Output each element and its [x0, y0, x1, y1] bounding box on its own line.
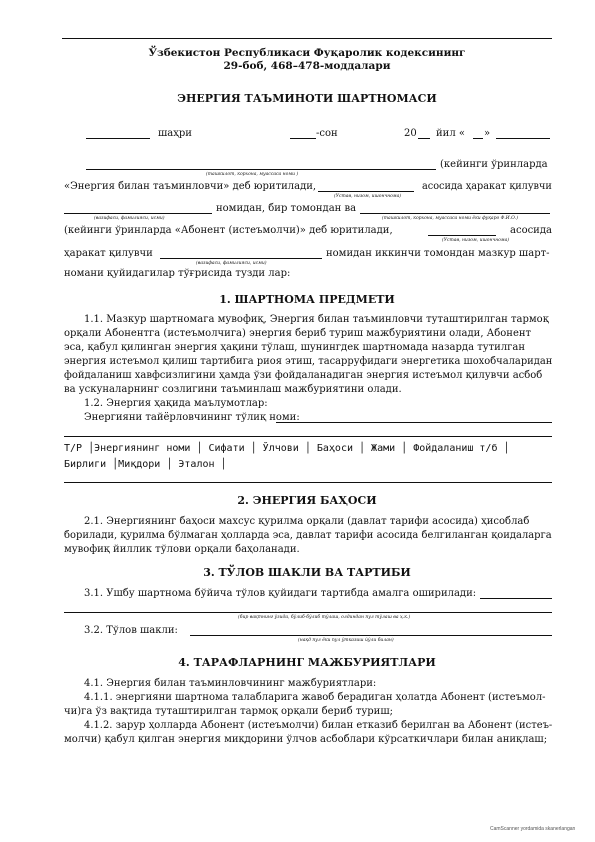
parties-row5-suffix: номидан иккинчи томондан мазкур шарт- [326, 248, 550, 259]
section-1-line-3: эса, қабул қилинган энергия ҳақини тўлаш, шунингдек шартномада назарда тутилган [64, 342, 526, 353]
basis-blank-2[interactable] [428, 235, 496, 236]
parties-row4-suffix: асосида [510, 225, 552, 236]
position-blank-2[interactable] [160, 258, 322, 259]
basis-blank-1[interactable] [318, 191, 414, 192]
parties-row4-prefix: (кейинги ўринларда «Абонент (истеъмолчи)» деб юритилади, [64, 225, 393, 236]
header-line-2: 29-боб, 468–478-моддалари [223, 60, 391, 72]
section-4-line-3: чи)га ўз вақтида туташтирилган тармоқ орқали бериб туриш; [64, 706, 394, 717]
section-1-heading: 1. ШАРТНОМА ПРЕДМЕТИ [219, 293, 395, 306]
parties-row2-suffix: асосида ҳаракат қилувчи [422, 181, 552, 192]
scanner-watermark: CamScanner yordamida skanerlangan [490, 826, 576, 832]
organization-blank-2[interactable] [360, 213, 550, 214]
section-3-hint-1: (бир вақтнинг ўзида, бўлиб-бўлиб тўлаш, олдиндан пул тўлаш ва ҳ.к.) [238, 615, 411, 620]
section-2-line-1: 2.1. Энергиянинг баҳоси махсус қурилма орқали (давлат тарифи асосида) ҳисоблаб [84, 516, 530, 527]
parties-hint-1: (ташкилот, корхона, муассаса номи ) [206, 172, 299, 177]
section-3-item-2: 3.2. Тўлов шакли: [84, 625, 178, 636]
day-blank[interactable] [473, 138, 483, 139]
parties-hint-3b: (ташкилот, корхона, муассаса номи ёки фуқаро Ф.И.О.) [382, 216, 519, 221]
section-4-line-1: 4.1. Энергия билан таъминловчининг мажбуриятлари: [84, 678, 377, 689]
top-rule [62, 38, 552, 39]
section-3-item-1: 3.1. Ушбу шартнома бўйича тўлов қуйидаги тартибда амалга оширилади: [84, 588, 477, 599]
section-2-line-2: борилади, қурилма бўлмаган ҳолларда эса, давлат тарифи асосида белгиланган қоидаларга [64, 530, 552, 541]
section-3-heading: 3. ТЎЛОВ ШАКЛИ ВА ТАРТИБИ [203, 566, 411, 579]
parties-row1-suffix: (кейинги ўринларда [440, 159, 548, 170]
year-blank[interactable] [418, 138, 430, 139]
position-blank-1[interactable] [64, 213, 212, 214]
section-1-line-1: 1.1. Мазкур шартномага мувофиқ, Энергия билан таъминловчи туташтирилган тармоқ [84, 314, 549, 325]
header-line-1: Ўзбекистон Республикаси Фуқаролик кодексининг [148, 47, 466, 59]
document-title: ЭНЕРГИЯ ТАЪМИНОТИ ШАРТНОМАСИ [177, 92, 437, 105]
section-1-line-4: энергия истеъмол қилиш тартибига риоя этиш, тасарруфидаги энергетика шохобчаларидан [64, 356, 553, 367]
section-1-line-5: фойдаланиш хавфсизлигини ҳамда ўзи фойдаланадиган энергия истеъмол қилувчи асбоб [64, 370, 543, 381]
parties-row3-mid: номидан, бир томондан ва [216, 203, 357, 214]
parties-hint-4: (Устав, низом, ишончнома) [442, 238, 510, 243]
section-3-hint-2: (нақд пул ёки пул ўтказиш йўли билан) [298, 638, 394, 643]
section-4-line-5: молчи) қабул қилган энергия миқдорини ўлчов асбоблари кўрсаткичлари билан аниқлаш; [64, 734, 548, 745]
year-suffix: йил « [436, 128, 465, 139]
payment-form-blank[interactable] [190, 635, 552, 636]
section-2-heading: 2. ЭНЕРГИЯ БАҲОСИ [237, 494, 377, 507]
year-prefix: 20 [404, 128, 417, 139]
parties-row2-prefix: «Энергия билан таъминловчи» деб юритилади, [64, 181, 317, 192]
energy-table-header-2: Бирлиги │Миқдори │ Эталон │ [64, 459, 227, 470]
producer-name-blank[interactable] [276, 422, 552, 423]
section-4-line-4: 4.1.2. зарур ҳолларда Абонент (истеъмолчи) билан етказиб берилган ва Абонент (истеъ- [84, 720, 553, 731]
city-label: шаҳри [158, 128, 192, 139]
parties-row5-prefix: ҳаракат қилувчи [64, 248, 153, 259]
section-4-line-2: 4.1.1. энергияни шартнома талабларига жавоб берадиган ҳолатда Абонент (истеъмол- [84, 692, 546, 703]
section-1-line-6: ва ускуналарнинг созлигини таъминлаш мажбуриятини олади. [64, 384, 402, 395]
section-1-producer-label: Энергияни тайёрловчининг тўлиқ номи: [84, 412, 300, 423]
section-1-line-2: орқали Абонентга (истеъмолчига) энергия бериб туриш мажбуриятини олади, Абонент [64, 328, 532, 339]
parties-hint-2: (Устав, низом, ишончнома) [334, 194, 402, 199]
section-2-line-3: мувофиқ йиллик тўлови орқали баҳоланади. [64, 544, 300, 555]
energy-table-header-1: Т/Р │Энергиянинг номи │ Сифати │ Ўлчови │ Баҳоси │ Жами │ Фойдаланиш т/б │ [64, 443, 510, 454]
month-blank[interactable] [496, 138, 550, 139]
payment-order-blank-2[interactable] [64, 612, 552, 613]
day-close: » [484, 128, 491, 139]
parties-row6: номани қуйидагилар тўғрисида тузди лар: [64, 268, 291, 279]
section-4-heading: 4. ТАРАФЛАРНИНГ МАЖБУРИЯТЛАРИ [178, 656, 436, 669]
parties-hint-3a: (вазифаси, фамилияси, исми) [94, 216, 165, 221]
table-bottom-rule [64, 482, 552, 483]
parties-hint-5: (вазифаси, фамилияси, исми) [196, 261, 267, 266]
number-blank[interactable] [290, 138, 316, 139]
section-1-item-1-2: 1.2. Энергия ҳақида маълумотлар: [84, 398, 268, 409]
number-label: -сон [316, 128, 338, 139]
payment-order-blank-1[interactable] [480, 598, 552, 599]
table-top-rule [64, 436, 552, 437]
organization-blank-1[interactable] [86, 169, 436, 170]
city-blank[interactable] [86, 138, 150, 139]
